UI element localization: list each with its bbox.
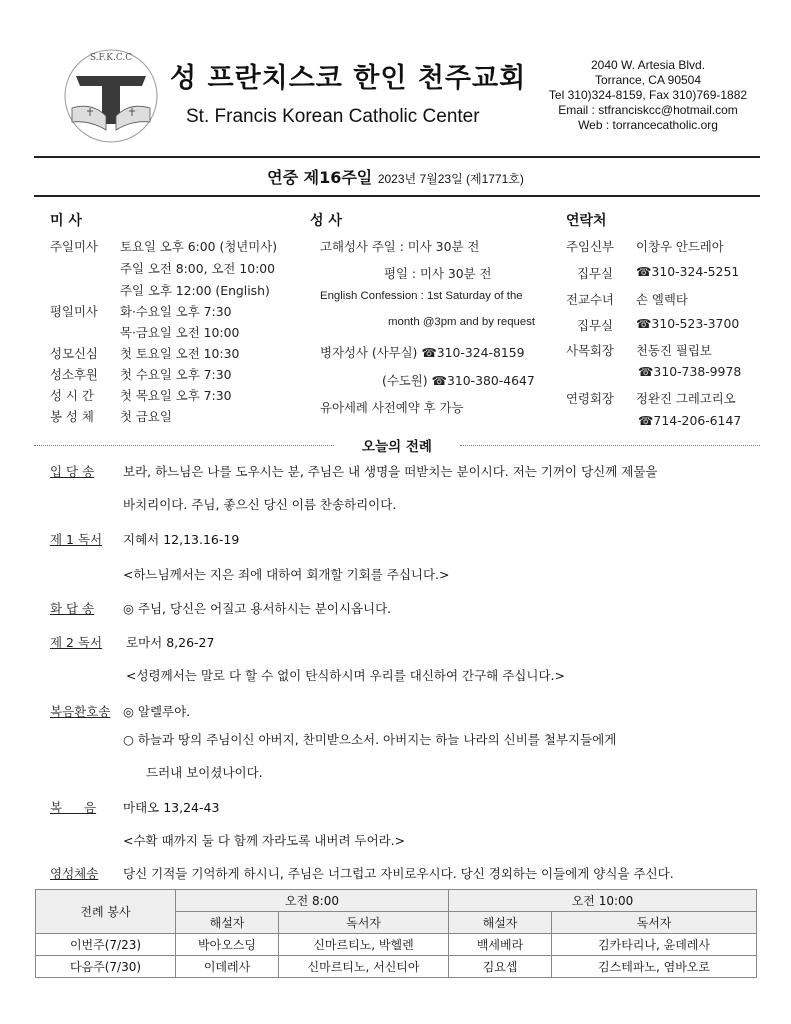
mass-value: 첫 토요일 오전 10:30 bbox=[120, 346, 240, 361]
psalm-label: 화 답 송 bbox=[50, 601, 95, 616]
week-title: 연중 제16주일 bbox=[267, 168, 373, 187]
city-address: Torrance, CA 90504 bbox=[594, 73, 702, 87]
mass-value: 첫 금요일 bbox=[120, 409, 172, 424]
week-divider bbox=[34, 195, 760, 197]
contact-value: 정완진 그레고리오 bbox=[636, 391, 736, 406]
mass-label: 평일미사 bbox=[50, 304, 98, 319]
mass-value: 주일 오후 12:00 (English) bbox=[120, 283, 270, 298]
commentator-cell: 이데레사 bbox=[176, 956, 279, 978]
contact-label: 집무실 bbox=[577, 266, 613, 281]
mass-label: 주일미사 bbox=[50, 239, 98, 254]
mass-label: 성모신심 bbox=[50, 346, 98, 361]
mass-value: 주일 오전 8:00, 오전 10:00 bbox=[120, 261, 276, 276]
mass-value: 첫 수요일 오후 7:30 bbox=[120, 367, 232, 382]
readers-header: 독서자 bbox=[279, 912, 449, 934]
mass1-header: 오전 8:00 bbox=[176, 890, 449, 912]
table-row bbox=[36, 934, 757, 956]
readers-header: 독서자 bbox=[552, 912, 757, 934]
sacrament-line: 병자성사 (사무실) ☎310-324-8159 bbox=[320, 345, 525, 360]
sacrament-line: 유아세례 사전예약 후 가능 bbox=[320, 400, 464, 415]
week-cell: 다음주(7/30) bbox=[36, 956, 176, 978]
reading2-ref: 로마서 8,26-27 bbox=[126, 635, 215, 650]
contact-value: ☎310-523-3700 bbox=[636, 316, 740, 331]
commentator-cell: 박아오스딩 bbox=[176, 934, 279, 956]
mass-value: 화·수요일 오후 7:30 bbox=[120, 304, 232, 319]
gospel-summary: <수확 때까지 둘 다 함께 자라도록 내버려 두어라.> bbox=[123, 833, 406, 848]
communion-text: 당신 기적들 기억하게 하시니, 주님은 너그럽고 자비로우시다. 당신 경외하는 이들에게 양식을 주신다. bbox=[123, 866, 674, 881]
contact-value: ☎310-324-5251 bbox=[636, 264, 740, 279]
website: Web : torrancecatholic.org bbox=[578, 118, 718, 132]
table-corner: 전례 봉사 bbox=[36, 890, 176, 934]
readers-cell: 김카타리나, 윤데레사 bbox=[552, 934, 757, 956]
address-block bbox=[540, 58, 756, 133]
liturgy-title: 오늘의 전례 bbox=[362, 439, 432, 455]
contact-label: 사목회장 bbox=[566, 343, 614, 358]
reading1-summary: <하느님께서는 지은 죄에 대하여 회개할 기회를 주십니다.> bbox=[123, 567, 450, 582]
week-cell: 이번주(7/23) bbox=[36, 934, 176, 956]
church-name-english: St. Francis Korean Catholic Center bbox=[186, 106, 480, 127]
reading2-label: 제 2 독서 bbox=[50, 635, 103, 650]
church-name-korean: 성 프란치스코 한인 천주교회 bbox=[170, 63, 527, 94]
entrance-text: 바치리이다. 주님, 좋으신 당신 이름 찬송하리이다. bbox=[123, 497, 397, 512]
communion-label: 영성체송 bbox=[50, 866, 99, 881]
gospel-ref: 마태오 13,24-43 bbox=[123, 800, 220, 815]
reading2-summary: <성령께서는 말로 다 할 수 없이 탄식하시며 우리를 대신하여 간구해 주십니다.> bbox=[126, 668, 565, 683]
contact-label: 연령회장 bbox=[566, 391, 614, 406]
contact-label: 집무실 bbox=[577, 318, 613, 333]
commentator-header: 해설자 bbox=[176, 912, 279, 934]
sacrament-heading: 성 사 bbox=[310, 213, 342, 229]
contact-value: ☎310-738-9978 bbox=[638, 364, 742, 379]
liturgy-title-row bbox=[34, 435, 760, 455]
commentator-header: 해설자 bbox=[449, 912, 552, 934]
street-address: 2040 W. Artesia Blvd. bbox=[590, 58, 706, 72]
mass-label: 성소후원 bbox=[50, 367, 98, 382]
sacrament-line: English Confession : 1st Saturday of the bbox=[320, 290, 523, 302]
entrance-label: 입 당 송 bbox=[50, 464, 95, 479]
readers-cell: 신마르티노, 서신티아 bbox=[279, 956, 449, 978]
entrance-text: 보라, 하느님은 나를 도우시는 분, 주님은 내 생명을 떠받치는 분이시다. 저는 기꺼이 당신께 제물을 bbox=[123, 464, 658, 479]
header-divider bbox=[34, 156, 760, 158]
sacrament-line: 평일 : 미사 30분 전 bbox=[384, 266, 492, 281]
sacrament-line: (수도원) ☎310-380-4647 bbox=[382, 373, 535, 388]
alleluia-label: 복음환호송 bbox=[50, 704, 111, 719]
week-title-line bbox=[0, 165, 791, 188]
gospel-label: 복 음 bbox=[50, 800, 97, 815]
contact-value: ☎714-206-6147 bbox=[638, 413, 742, 428]
contact-label: 주임신부 bbox=[566, 239, 614, 254]
email: Email : stfranciskcc@hotmail.com bbox=[558, 103, 738, 117]
sacrament-line: 고해성사 주일 : 미사 30분 전 bbox=[320, 239, 480, 254]
readers-cell: 김스테파노, 염바오로 bbox=[552, 956, 757, 978]
sacrament-line: month @3pm and by request bbox=[388, 316, 536, 328]
phone-fax: Tel 310)324-8159, Fax 310)769-1882 bbox=[548, 88, 748, 102]
reading1-label: 제 1 독서 bbox=[50, 532, 103, 547]
mass-label: 성 시 간 bbox=[50, 388, 94, 403]
contact-value: 천동진 필립보 bbox=[636, 343, 712, 358]
mass-label: 봉 성 체 bbox=[50, 409, 94, 424]
commentator-cell: 백세베라 bbox=[449, 934, 552, 956]
contact-label: 전교수녀 bbox=[566, 292, 614, 307]
mass-value: 첫 목요일 오후 7:30 bbox=[120, 388, 232, 403]
mass-value: 토요일 오후 6:00 (청년미사) bbox=[120, 239, 278, 254]
liturgy-service-table bbox=[35, 889, 757, 978]
week-date: 2023년 7월23일 (제1771호) bbox=[377, 172, 524, 186]
logo-text: S.F.K.C.C bbox=[89, 53, 133, 63]
mass-heading: 미 사 bbox=[50, 213, 82, 229]
contact-value: 이창우 안드레아 bbox=[636, 239, 724, 254]
alleluia-verse: 드러내 보이셨나이다. bbox=[146, 765, 263, 780]
mass2-header: 오전 10:00 bbox=[449, 890, 757, 912]
contacts-heading: 연락처 bbox=[566, 213, 607, 229]
table-header-row bbox=[36, 890, 757, 912]
table-row bbox=[36, 956, 757, 978]
alleluia-text: ◎ 알렐루야. bbox=[123, 704, 191, 719]
psalm-text: ◎ 주님, 당신은 어질고 용서하시는 분이시옵니다. bbox=[123, 601, 392, 616]
mass-value: 목·금요일 오전 10:00 bbox=[120, 325, 240, 340]
church-logo bbox=[62, 46, 160, 146]
commentator-cell: 김요셉 bbox=[449, 956, 552, 978]
alleluia-verse: ○ 하늘과 땅의 주님이신 아버지, 찬미받으소서. 아버지는 하늘 나라의 신비를 철부지들에게 bbox=[123, 732, 617, 747]
reading1-ref: 지혜서 12,13.16-19 bbox=[123, 532, 240, 547]
contact-value: 손 엘렉타 bbox=[636, 292, 688, 307]
readers-cell: 신마르티노, 박헬렌 bbox=[279, 934, 449, 956]
